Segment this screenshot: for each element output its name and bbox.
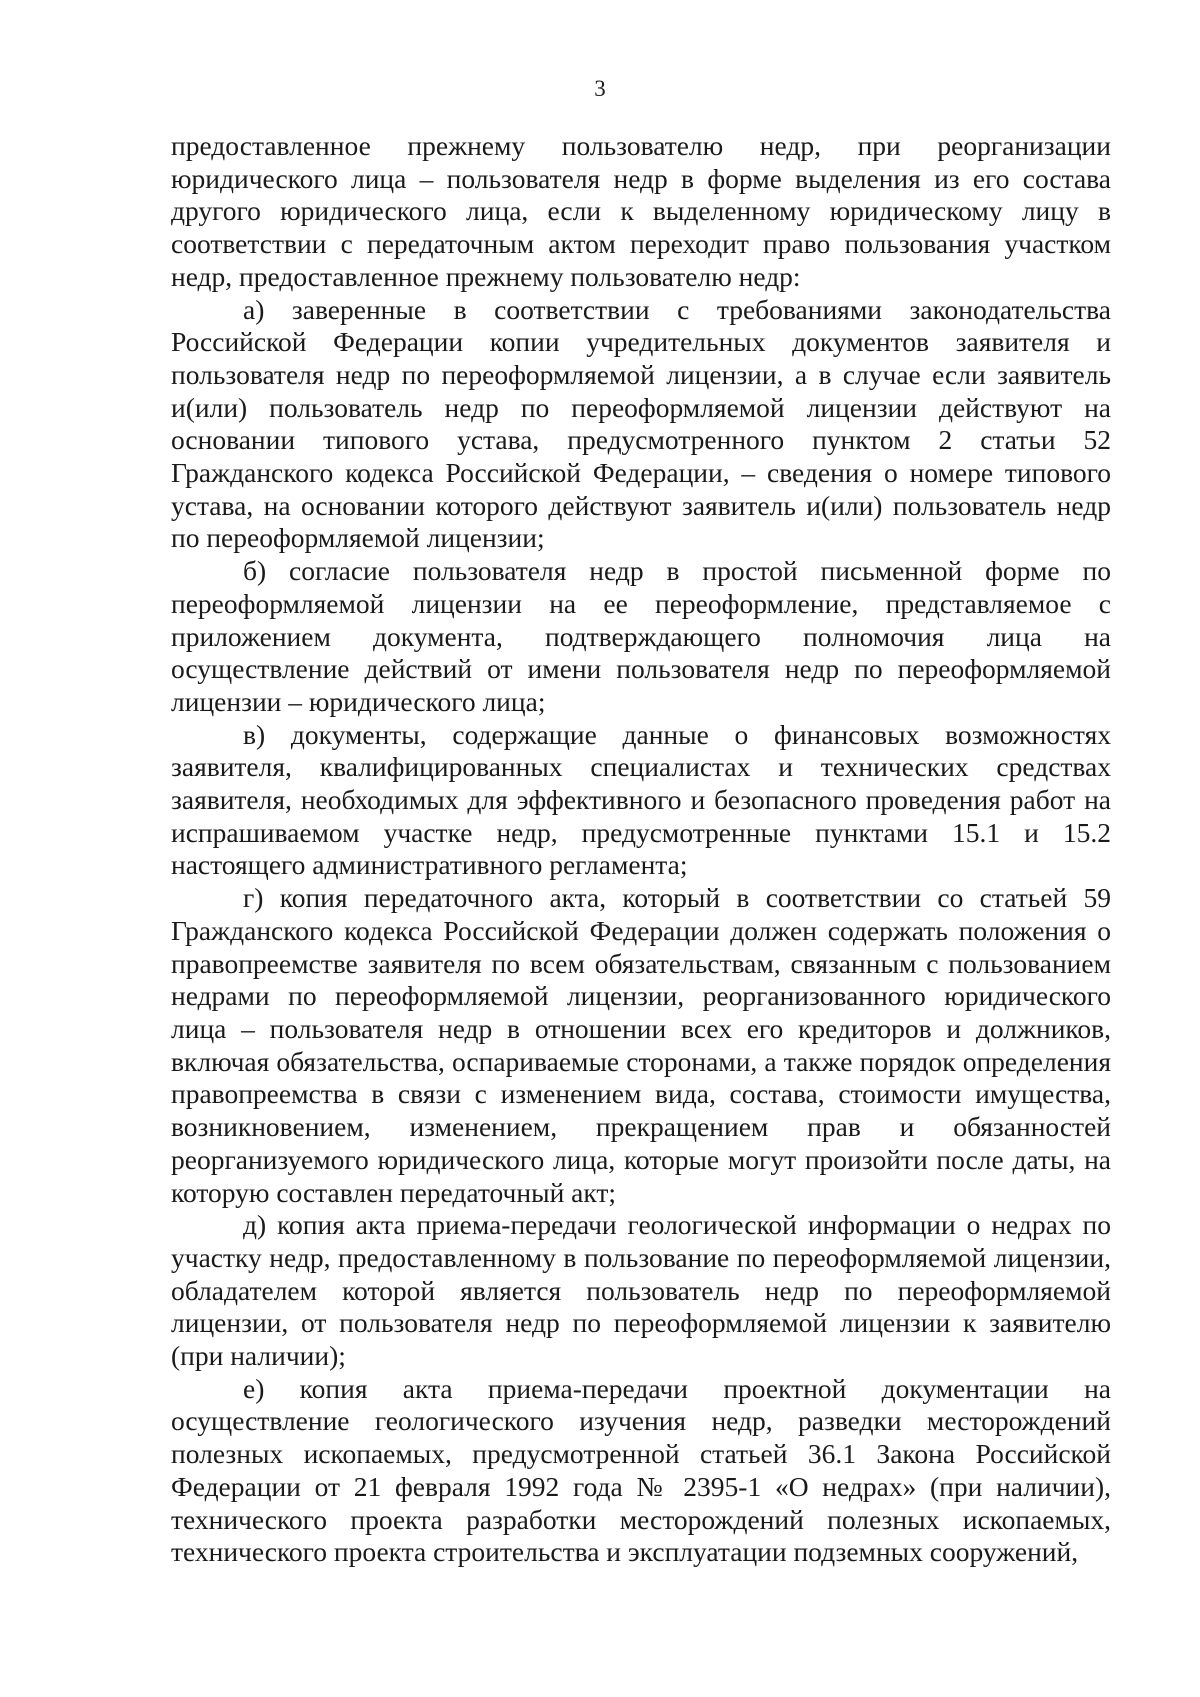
- paragraph-item-v: в) документы, содержащие данные о финансовых возможностях заявителя, квалифицированных специалистах и технических средствах заявителя, необходимых для эффективного и безопасного проведения работ на испрашиваемом участке недр, предусмотренные пунктами 15.1 и 15.2 настоящего административного регламента;: [171, 718, 1111, 881]
- paragraph-item-b: б) согласие пользователя недр в простой письменной форме по переоформляемой лицензии на ее переоформление, представляемое с приложением документа, подтверждающего полномочия лица на осуществление действий от имени пользователя недр по переоформляемой лицензии – юридического лица;: [171, 555, 1111, 717]
- document-body: [171, 130, 1111, 1569]
- paragraph-item-a: а) заверенные в соответствии с требованиями законодательства Российской Федерации копии учредительных документов заявителя и пользователя недр по переоформляемой лицензии, а в случае если заявитель и(или) пользователь недр по переоформляемой лицензии действуют на основании типового устава, предусмотренного пунктом 2 статьи 52 Гражданского кодекса Российской Федерации, – сведения о номере типового устава, на основании которого действуют заявитель и(или) пользователь недр по переоформляемой лицензии;: [171, 293, 1111, 554]
- page-number: 3: [594, 76, 606, 101]
- paragraph-item-d: д) копия акта приема-передачи геологической информации о недрах по участку недр, предоставленному в пользование по переоформляемой лицензии, обладателем которой является пользователь недр по переоформляемой лицензии, от пользователя недр по переоформляемой лицензии к заявителю (при наличии);: [171, 1209, 1111, 1372]
- paragraph-item-e: е) копия акта приема-передачи проектной документации на осуществление геологического изучения недр, разведки месторождений полезных ископаемых, предусмотренной статьей 36.1 Закона Российской Федерации от 21 февраля 1992 года № 2395-1 «О недрах» (при наличии), технического проекта разработки месторождений полезных ископаемых, технического проекта строительства и эксплуатации подземных сооружений,: [171, 1372, 1111, 1568]
- paragraph-item-g: г) копия передаточного акта, который в соответствии со статьей 59 Гражданского кодекса Российской Федерации должен содержать положения о правопреемстве заявителя по всем обязательствам, связанным с пользованием недрами по переоформляемой лицензии, реорганизованного юридического лица – пользователя недр в отношении всех его кредиторов и должников, включая обязательства, оспариваемые сторонами, а также порядок определения правопреемства в связи с изменением вида, состава, стоимости имущества, возникновением, изменением, прекращением прав и обязанностей реорганизуемого юридического лица, которые могут произойти после даты, на которую составлен передаточный акт;: [171, 882, 1111, 1208]
- paragraph-intro: предоставленное прежнему пользователю недр, при реорганизации юридического лица – пользователя недр в форме выделения из его состава другого юридического лица, если к выделенному юридическому лицу в соответствии с передаточным актом переходит право пользования участком недр, предоставленное прежнему пользователю недр:: [171, 130, 1111, 292]
